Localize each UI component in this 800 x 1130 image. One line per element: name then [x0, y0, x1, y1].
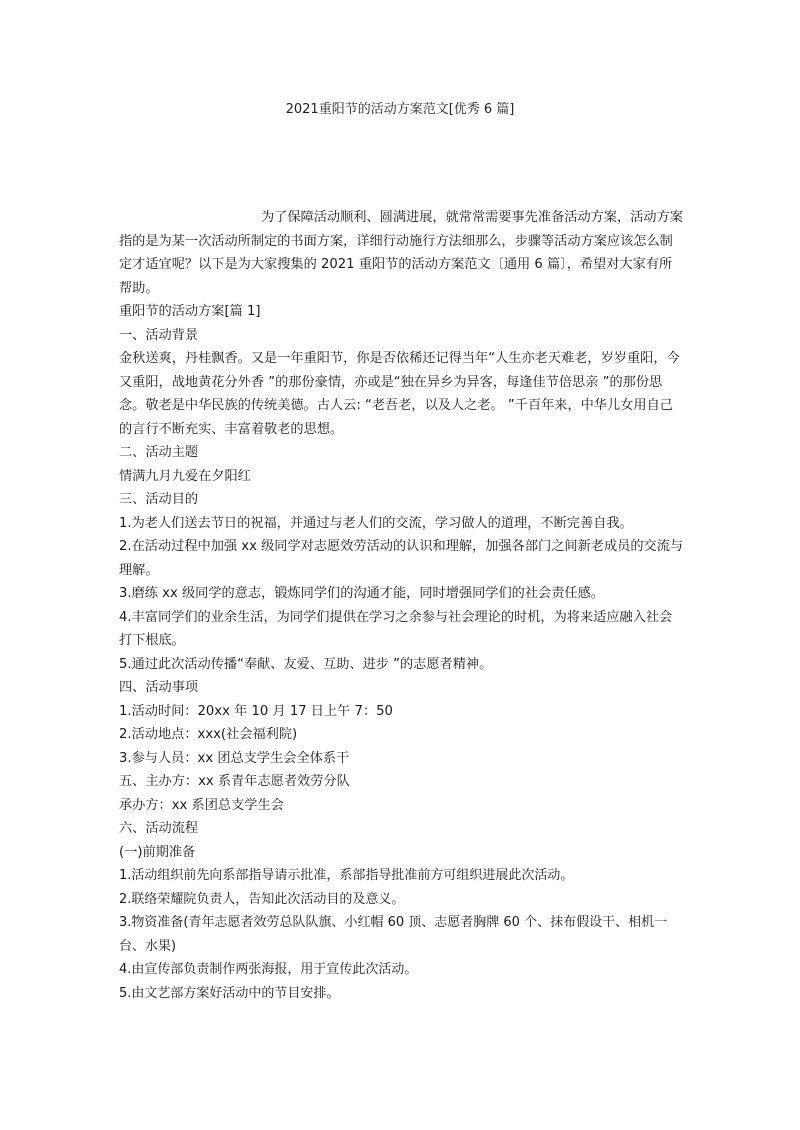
body-paragraph: 金秋送爽，丹桂飘香。又是一年重阳节，你是否依稀还记得当年“人生亦老天难老，岁岁重阳，今又重阳，战地黄花分外香 ”的那份豪情，亦或是“独在异乡为异客，每逢佳节倍思亲 ”的那份思念。敬老是中华民族的传统美德。古人云: “老吾老，以及人之老。 ”千百年来，中华儿女用自己的言行不断充实、丰富着敬老的思想。 [119, 351, 680, 437]
document-body [119, 206, 685, 1005]
subsection-heading: 五、主办方：xx 系青年志愿者效劳分队 [119, 774, 350, 789]
subsection-heading: (一)前期准备 [119, 844, 196, 860]
list-item: 4.丰富同学们的业余生活，为同学们提供在学习之余参与社会理论的时机，为将来适应融入社会打下根底。 [119, 609, 673, 648]
list-item: 1.为老人们送去节日的祝福，并通过与老人们的交流，学习做人的道理，不断完善自我。 [119, 515, 633, 531]
subsection-heading: 一、活动背景 [119, 327, 199, 343]
intro-paragraph: 为了保障活动顺利、圆满进展，就常常需要事先准备活动方案，活动方案指的是为某一次活动所制定的书面方案，详细行动施行方法细那么，步骤等活动方案应该怎么制定才适宜呢？以下是为大家搜集的 2021 重阳节的活动方案范文〔通用 6 篇〕，希望对大家有所帮助。 [119, 210, 683, 296]
list-item: 5.由文艺部方案好活动中的节目安排。 [119, 985, 340, 1001]
subsection-heading: 三、活动目的 [119, 492, 199, 507]
body-paragraph: 情满九月九爱在夕阳红 [119, 468, 251, 484]
list-item: 2.联络荣耀院负责人，告知此次活动目的及意义。 [119, 891, 405, 907]
list-item: 3.磨练 xx 级同学的意志，锻炼同学们的沟通才能，同时增强同学们的社会责任感。 [119, 586, 604, 601]
list-item: 5.通过此次活动传播“奉献、友爱、互助、进步 ”的志愿者精神。 [119, 656, 493, 672]
subsection-heading: 四、活动事项 [119, 680, 199, 695]
list-item: 2.在活动过程中加强 xx 级同学对志愿效劳活动的认识和理解，加强各部门之间新老成员的交流与理解。 [119, 539, 684, 578]
body-paragraph: 承办方：xx 系团总支学生会 [119, 797, 284, 813]
document-title: 2021重阳节的活动方案范文[优秀 6 篇] [285, 102, 515, 117]
subsection-heading: 六、活动流程 [119, 821, 199, 836]
section-heading: 重阳节的活动方案[篇 1] [119, 304, 261, 319]
list-item: 1.活动组织前先向系部指导请示批准，系部指导批准前方可组织进展此次活动。 [119, 868, 574, 883]
subsection-heading: 二、活动主题 [119, 445, 199, 460]
list-item: 3.物资准备(青年志愿者效劳总队队旗、小红帽 60 顶、志愿者胸牌 60 个、抹布假设干、相机一台、水果) [119, 915, 668, 954]
list-item: 1.活动时间：20xx 年 10 月 17 日上午 7：50 [119, 703, 393, 719]
list-item: 4.由宣传部负责制作两张海报，用于宣传此次活动。 [119, 962, 418, 977]
list-item: 3.参与人员：xx 团总支学生会全体系干 [119, 750, 350, 766]
list-item: 2.活动地点：xxx(社会福利院) [119, 727, 298, 742]
